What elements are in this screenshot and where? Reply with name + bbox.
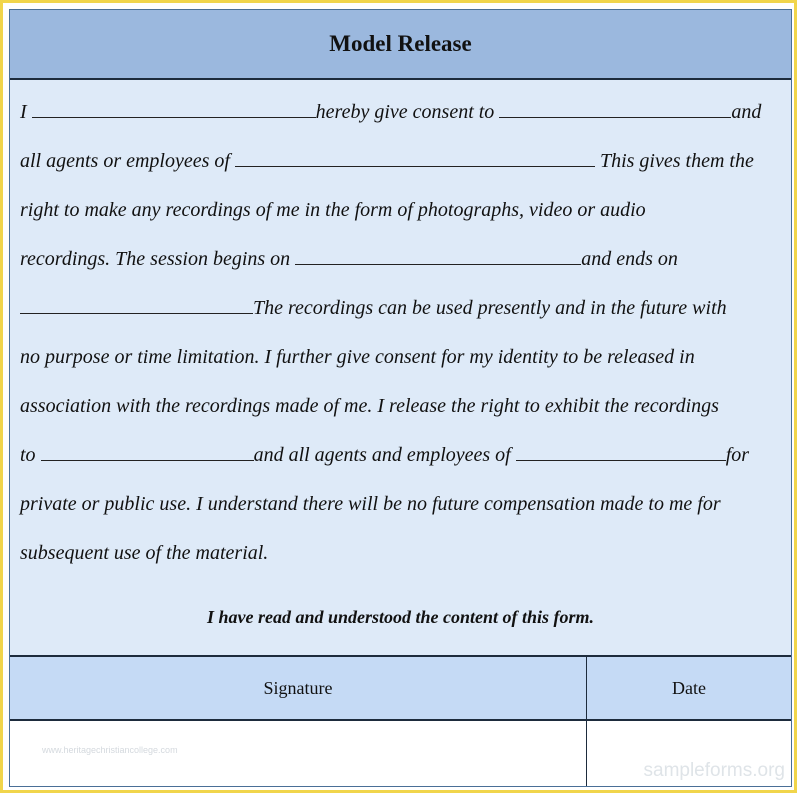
text-line-1 [20, 88, 788, 137]
release-body-text [20, 88, 788, 578]
exhibit-recipient-blank[interactable] [41, 442, 254, 461]
text-segment: subsequent use of the material. [20, 542, 269, 564]
text-segment: recordings. The session begins on [20, 248, 296, 270]
date-field[interactable] [587, 721, 791, 786]
column-divider [586, 657, 587, 786]
form-title: Model Release [329, 31, 472, 56]
text-segment: This gives them the [594, 150, 754, 172]
session-end-blank[interactable] [20, 295, 253, 314]
signature-header: Signature [263, 677, 333, 698]
text-segment: for [725, 444, 750, 466]
website-watermark: www.heritagechristiancollege.com [42, 745, 178, 755]
session-start-blank[interactable] [295, 246, 581, 265]
organization-blank[interactable] [235, 148, 595, 167]
model-release-form [9, 9, 792, 787]
text-segment: hereby give consent to [315, 101, 500, 123]
text-line-3 [20, 186, 788, 235]
title-bar [10, 10, 791, 80]
text-line-2 [20, 137, 788, 186]
text-segment: The recordings can be used presently and in the future with [253, 297, 727, 319]
text-segment: to [20, 444, 41, 466]
signature-table-body [10, 721, 791, 786]
text-line-7 [20, 382, 788, 431]
name-blank[interactable] [32, 99, 316, 118]
acknowledgement-statement: I have read and understood the content of this form. [206, 607, 595, 627]
signature-table [10, 655, 791, 786]
exhibit-organization-blank[interactable] [516, 442, 726, 461]
text-line-6 [20, 333, 788, 382]
text-segment: and ends on [581, 248, 678, 270]
text-line-5 [20, 284, 788, 333]
text-segment: and all agents and employees of [253, 444, 516, 466]
date-header: Date [672, 677, 706, 698]
signature-field[interactable] [10, 721, 586, 786]
sampleforms-watermark: sampleforms.org [643, 760, 785, 781]
text-segment: association with the recordings made of me. I release the right to exhibit the recordings [20, 395, 719, 417]
text-line-4 [20, 235, 788, 284]
text-line-10 [20, 529, 788, 578]
text-segment: and [731, 101, 762, 123]
text-segment: all agents or employees of [20, 150, 235, 172]
text-line-9 [20, 480, 788, 529]
text-segment: I [20, 101, 32, 123]
text-line-8 [20, 431, 788, 480]
text-segment: no purpose or time limitation. I further give consent for my identity to be released in [20, 346, 695, 368]
text-segment: private or public use. I understand there will be no future compensation made to me for [20, 493, 721, 515]
recipient-blank[interactable] [499, 99, 731, 118]
signature-table-header [10, 657, 791, 721]
text-segment: right to make any recordings of me in the form of photographs, video or audio [20, 199, 646, 221]
